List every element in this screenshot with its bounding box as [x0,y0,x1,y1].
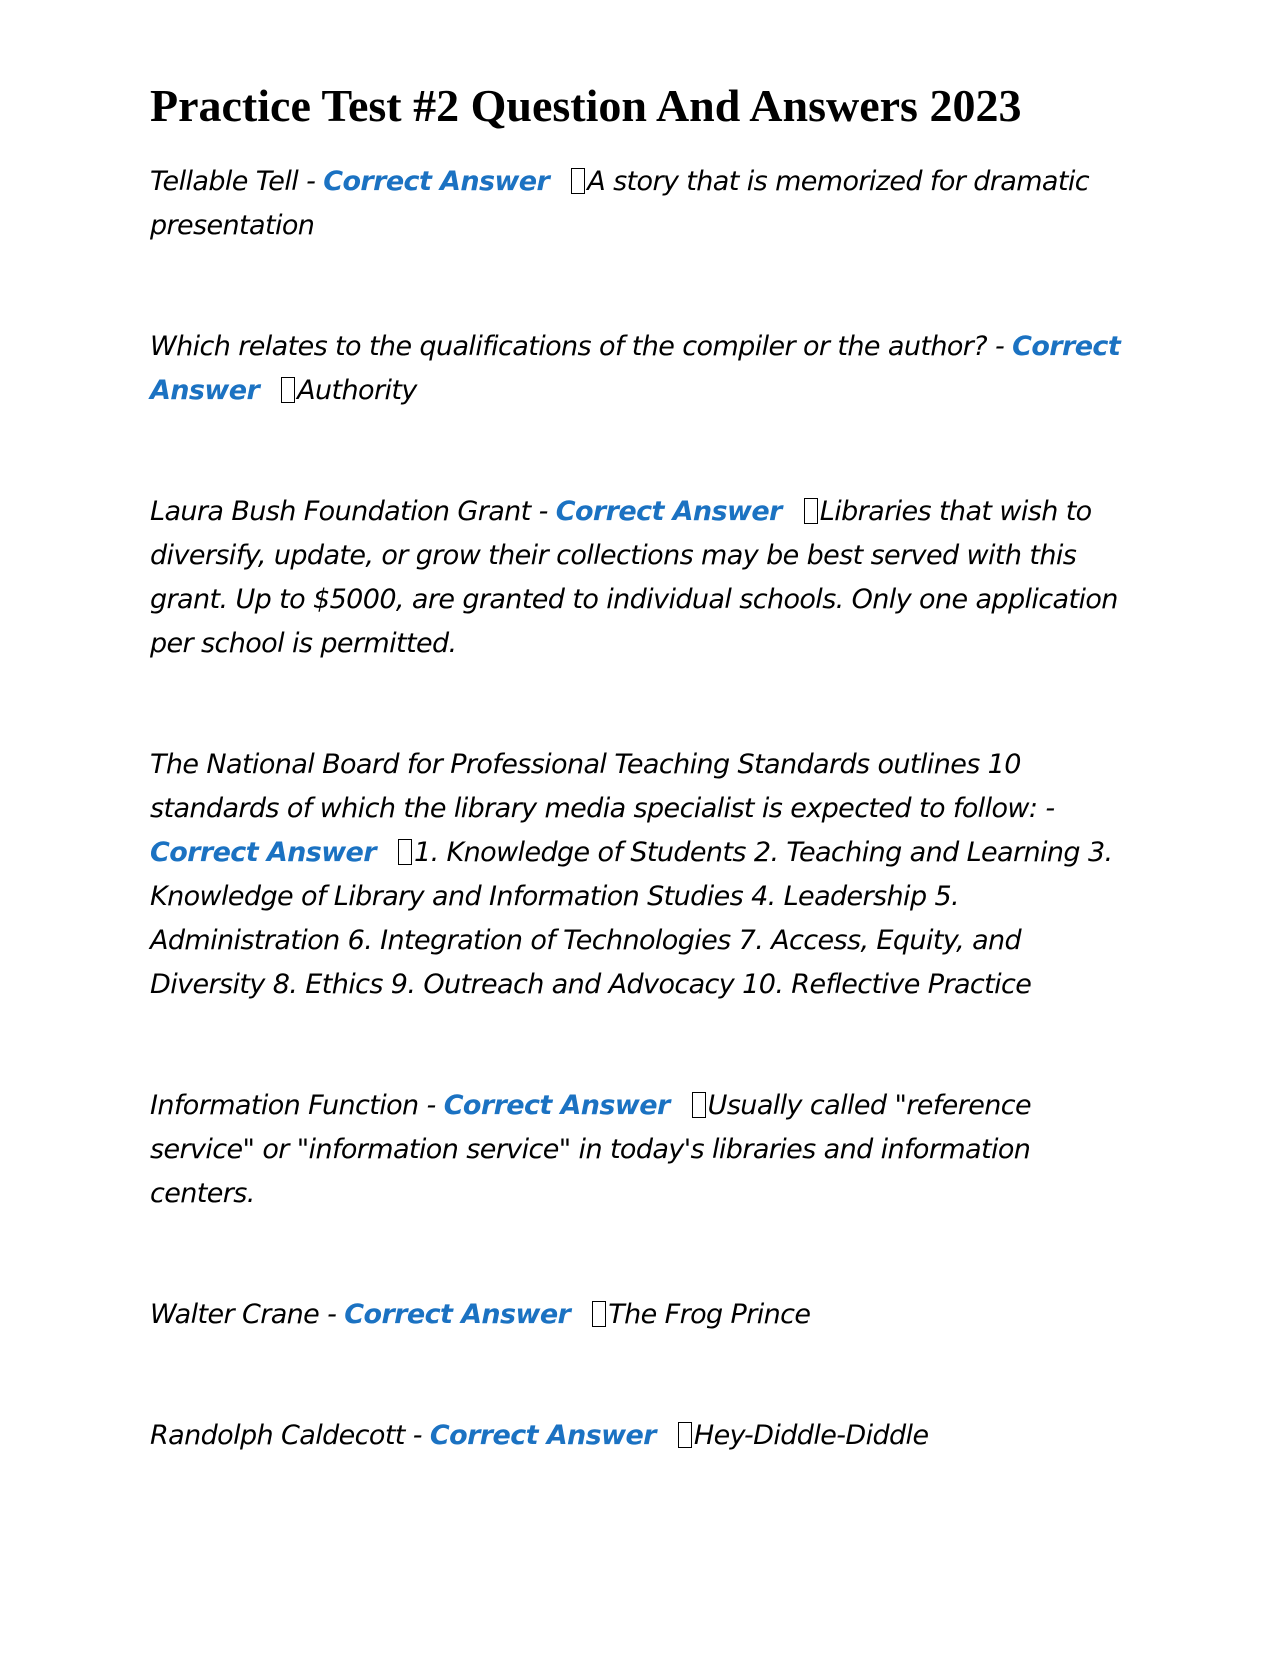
question-text: Which relates to the qualifications of the compiler or the author? [150,331,988,362]
correct-answer-label: Correct Answer [429,1420,656,1451]
missing-glyph-icon [678,1422,692,1448]
missing-glyph-icon [281,377,295,403]
separator: - [987,331,1013,362]
missing-glyph-icon [571,168,585,194]
qa-item [150,490,1130,666]
missing-glyph-icon [804,498,818,524]
correct-answer-label: Correct Answer [443,1090,670,1121]
qa-item [150,325,1130,413]
answer-text: A story that is memorized for dramatic presentation [150,166,1089,241]
separator: - [298,166,324,197]
qa-item [150,1414,1130,1458]
missing-glyph-icon [592,1301,606,1327]
answer-text: Libraries that wish to diversify, update, or grow their collections may be best served with this grant. Up to $5000, are granted to individual schools. Only one application per school is permitted. [150,496,1118,659]
question-text: Randolph Caldecott [150,1420,405,1451]
correct-answer-label: Correct Answer [344,1299,571,1330]
separator: - [418,1090,444,1121]
separator: - [1037,793,1055,824]
answer-text: Authority [297,375,417,406]
answer-text: Usually called "reference service" or "information service" in today's libraries and information centers. [150,1090,1031,1209]
qa-item [150,1293,1130,1337]
document-page [150,0,1130,1535]
qa-item [150,160,1130,248]
separator: - [530,496,556,527]
correct-answer-label: Correct Answer [150,837,376,868]
question-text: The National Board for Professional Teaching Standards outlines 10 standards of which the library media specialist is expected to follow: [150,749,1038,824]
question-text: Information Function [150,1090,419,1121]
correct-answer-label: Correct Answer [323,166,550,197]
separator: - [319,1299,345,1330]
qa-list [150,160,1130,1458]
document-title: Practice Test #2 Question And Answers 2023 [150,80,1022,131]
question-text: Tellable Tell [150,166,299,197]
answer-text: 1. Knowledge of Students 2. Teaching and Learning 3. Knowledge of Library and Information Studies 4. Leadership 5. Administration 6. Integration of Technologies 7. Access, Equity, and Diversity 8. Ethics 9. Outreach and Advocacy 10. Reflective Practice [150,837,1113,1000]
missing-glyph-icon [398,839,412,865]
separator: - [404,1420,430,1451]
qa-item [150,743,1130,1007]
question-text: Laura Bush Foundation Grant [150,496,531,527]
qa-item [150,1084,1130,1216]
question-text: Walter Crane [150,1299,320,1330]
missing-glyph-icon [692,1092,706,1118]
correct-answer-label: Correct Answer [555,496,782,527]
answer-text: The Frog Prince [608,1299,811,1330]
answer-text: Hey-Diddle-Diddle [693,1420,929,1451]
correct-answer-label: Correct Answer [150,331,1121,406]
